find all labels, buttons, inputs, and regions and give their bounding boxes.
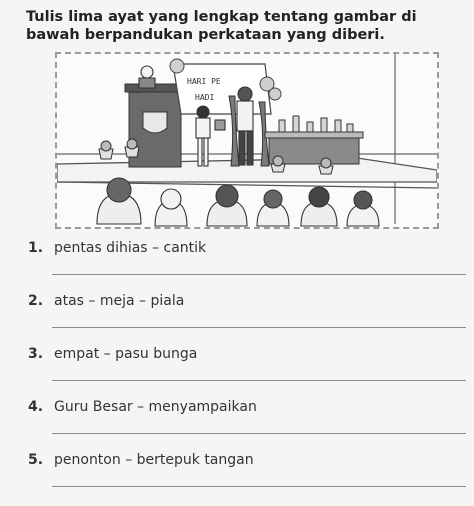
question-prompt: atas – meja – piala bbox=[54, 293, 185, 309]
question-item bbox=[24, 293, 464, 345]
student-figure bbox=[196, 106, 225, 166]
answer-line[interactable] bbox=[52, 433, 466, 434]
question-item bbox=[24, 452, 464, 504]
question-number: 1. bbox=[28, 240, 44, 256]
question-prompt: empat – pasu bunga bbox=[54, 346, 198, 362]
answer-line[interactable] bbox=[52, 380, 466, 381]
question-number: 5. bbox=[28, 452, 44, 468]
headmaster-figure bbox=[237, 87, 253, 165]
question-number: 4. bbox=[28, 399, 44, 415]
instruction-text: Tulis lima ayat yang lengkap tentang gambar di bawah berpandukan perkataan yang diberi. bbox=[26, 9, 417, 43]
answer-line[interactable] bbox=[52, 486, 466, 487]
question-number: 2. bbox=[28, 293, 44, 309]
banner-text-line1: HARI PE bbox=[187, 77, 221, 86]
question-prompt: Guru Besar – menyampaikan bbox=[54, 399, 257, 415]
answer-line[interactable] bbox=[52, 274, 466, 275]
question-item bbox=[24, 240, 464, 292]
banner-text-line2: HADI bbox=[195, 93, 215, 102]
question-prompt: pentas dihias – cantik bbox=[54, 240, 207, 256]
question-item bbox=[24, 346, 464, 398]
question-prompt: penonton – bertepuk tangan bbox=[54, 452, 254, 468]
question-item bbox=[24, 399, 464, 451]
prize-giving-illustration bbox=[55, 52, 439, 229]
answer-line[interactable] bbox=[52, 327, 466, 328]
question-number: 3. bbox=[28, 346, 44, 362]
speaker-figure bbox=[139, 66, 155, 88]
